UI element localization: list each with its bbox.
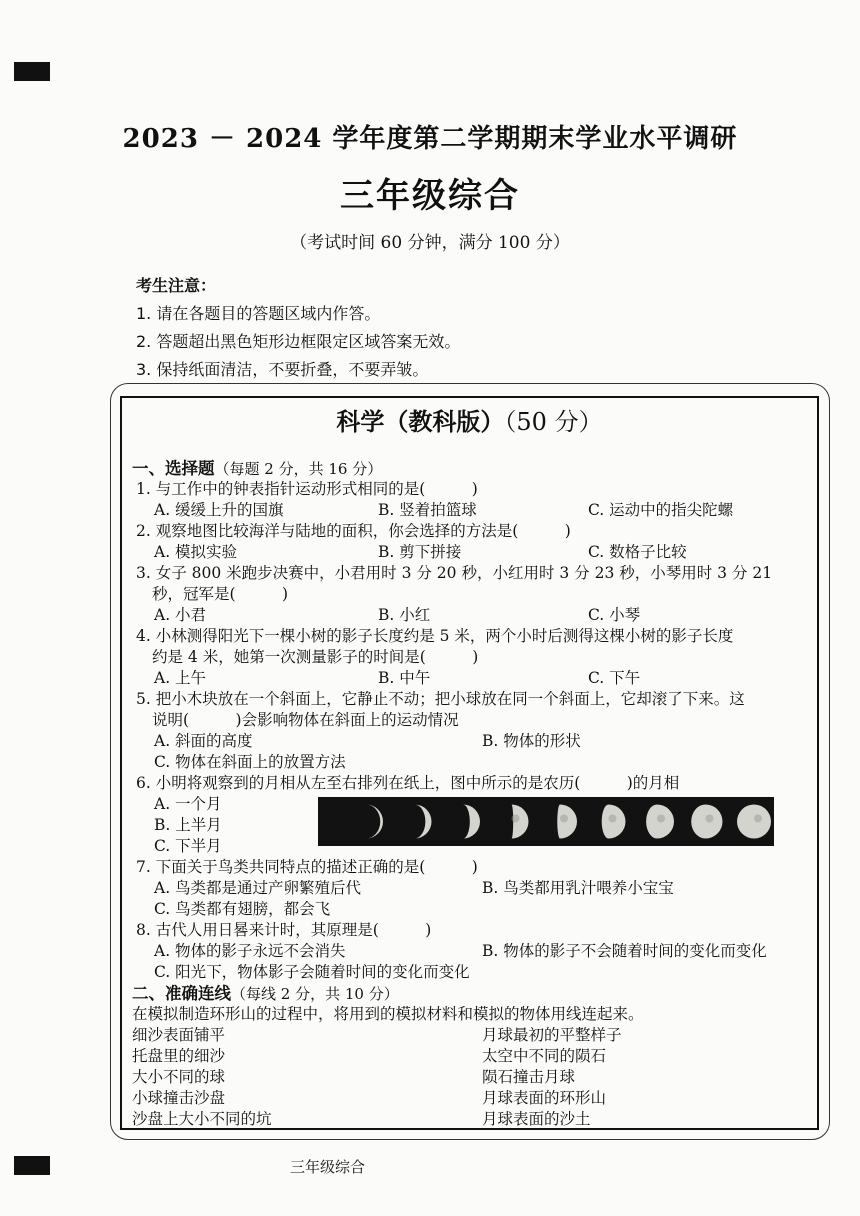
moon-phase-2 [415,805,432,839]
moon-phase-strip [318,797,774,846]
option-c: C. 运动中的指尖陀螺 [588,501,734,519]
notice-item: 3. 保持纸面清洁，不要折叠，不要弄皱。 [136,360,429,379]
option-b: B. 小红 [378,606,431,624]
notice-item: 1. 请在各题目的答题区域内作答。 [136,304,381,323]
options-q2 [132,542,812,563]
option-a: A. 斜面的高度 [154,732,253,750]
science-title-text: 科学（教科版） [336,407,505,436]
notice-heading: 考生注意： [136,276,217,295]
option-b: B. 中午 [378,669,431,687]
moon-mare-shading [609,815,617,823]
options-q4 [132,668,812,689]
option-b: B. 物体的形状 [482,732,581,750]
matching-right-item[interactable]: 月球最初的平整样子 [482,1026,622,1044]
option-a: A. 缓缓上升的国旗 [154,501,284,519]
registration-mark-bottom [14,1156,50,1175]
moon-phase-5 [557,805,577,839]
option-a: A. 物体的影子永远不会消失 [154,942,346,960]
matching-right-item[interactable]: 月球表面的沙土 [482,1110,591,1128]
option-a: A. 一个月 [154,795,222,813]
matching-row [132,1088,812,1109]
question-3-cont: 秒，冠军是( ) [152,585,289,603]
moon-phase-9 [737,805,771,839]
section-heading [132,983,812,1004]
options-q7 [132,878,812,899]
question-2: 2. 观察地图比较海洋与陆地的面积，你会选择的方法是( ) [136,522,571,540]
section2-note: （每线 2 分，共 10 分） [231,985,399,1003]
registration-mark-top [14,62,50,81]
option-c: C. 下半月 [154,837,222,855]
question-5-cont: 说明( )会影响物体在斜面上的运动情况 [152,711,459,729]
question-8: 8. 古代人用日晷来计时，其原理是( ) [136,921,432,939]
moon-mare-shading [657,815,665,823]
question-6: 6. 小明将观察到的月相从左至右排列在纸上，图中所示的是农历( )的月相 [136,774,680,792]
section1-note: （每题 2 分，共 16 分） [214,460,383,478]
option-a: A. 上午 [154,669,207,687]
section-heading [132,458,812,479]
exam-time-note: （考试时间 60 分钟，满分 100 分） [290,233,570,253]
science-score: （50 分） [504,408,603,436]
options-q1 [132,500,812,521]
science-content [132,458,812,1130]
matching-left-item[interactable]: 小球撞击沙盘 [132,1089,226,1107]
option-b: B. 剪下拼接 [378,543,462,561]
options-q8 [132,941,812,962]
moon-phase-image [318,797,774,846]
matching-left-item[interactable]: 托盘里的细沙 [132,1047,226,1065]
option-c: C. 阳光下，物体影子会随着时间的变化而变化 [154,963,470,981]
option-c: C. 鸟类都有翅膀，都会飞 [154,900,331,918]
moon-phase-1 [366,805,383,839]
moon-mare-shading [512,815,520,823]
option-a: A. 鸟类都是通过产卵繁殖后代 [154,879,362,897]
matching-row [132,1109,812,1130]
science-section-title [120,402,819,437]
matching-row [132,1046,812,1067]
options-q5 [132,731,812,752]
option-c: C. 物体在斜面上的放置方法 [154,753,346,771]
notice-item: 2. 答题超出黑色矩形边框限定区域答案无效。 [136,332,461,351]
section2-title: 二、准确连线 [132,984,231,1003]
matching-row [132,1067,812,1088]
matching-left-item[interactable]: 沙盘上大小不同的坑 [132,1110,272,1128]
matching-right-item[interactable]: 陨石撞击月球 [482,1068,576,1086]
moon-mare-shading [706,815,714,823]
matching-instruction: 在模拟制造环形山的过程中，将用到的模拟材料和模拟的物体用线连起来。 [132,1005,644,1023]
question-7: 7. 下面关于鸟类共同特点的描述正确的是( ) [136,858,478,876]
matching-right-item[interactable]: 太空中不同的陨石 [482,1047,607,1065]
question-3: 3. 女子 800 米跑步决赛中，小君用时 3 分 20 秒，小红用时 3 分 23 秒，小琴用时 3 分 21 [136,564,773,582]
exam-title: 2023 － 2024 学年度第二学期期末学业水平调研 [122,124,738,154]
question-5: 5. 把小木块放在一个斜面上，它静止不动；把小球放在同一个斜面上，它却滚了下来。这 [136,690,745,708]
question-4: 4. 小林测得阳光下一棵小树的影子长度约是 5 米，两个小时后测得这棵小树的影子长度 [136,627,734,645]
moon-phase-3 [463,805,480,839]
subject-title: 三年级综合 [340,176,520,216]
option-c: C. 下午 [588,669,641,687]
option-b: B. 物体的影子不会随着时间的变化而变化 [482,942,767,960]
matching-left-item[interactable]: 细沙表面铺平 [132,1026,226,1044]
option-c: C. 数格子比较 [588,543,687,561]
moon-mare-shading [560,815,568,823]
candidate-notice [136,272,460,384]
option-a: A. 模拟实验 [154,543,238,561]
matching-left-item[interactable]: 大小不同的球 [132,1068,226,1086]
matching-right-item[interactable]: 月球表面的环形山 [482,1089,607,1107]
option-b: B. 鸟类都用乳汁喂养小宝宝 [482,879,674,897]
option-b: B. 上半月 [154,816,222,834]
options-q3 [132,605,812,626]
option-a: A. 小君 [154,606,207,624]
moon-mare-shading [754,815,762,823]
question-1: 1. 与工作中的钟表指针运动形式相同的是( ) [136,480,478,498]
page-footer: 三年级综合 [290,1158,366,1176]
option-b: B. 竖着拍篮球 [378,501,477,519]
matching-row [132,1025,812,1046]
question-4-cont: 约是 4 米，她第一次测量影子的时间是( ) [152,648,479,666]
option-c: C. 小琴 [588,606,641,624]
section1-title: 一、选择题 [132,459,215,478]
